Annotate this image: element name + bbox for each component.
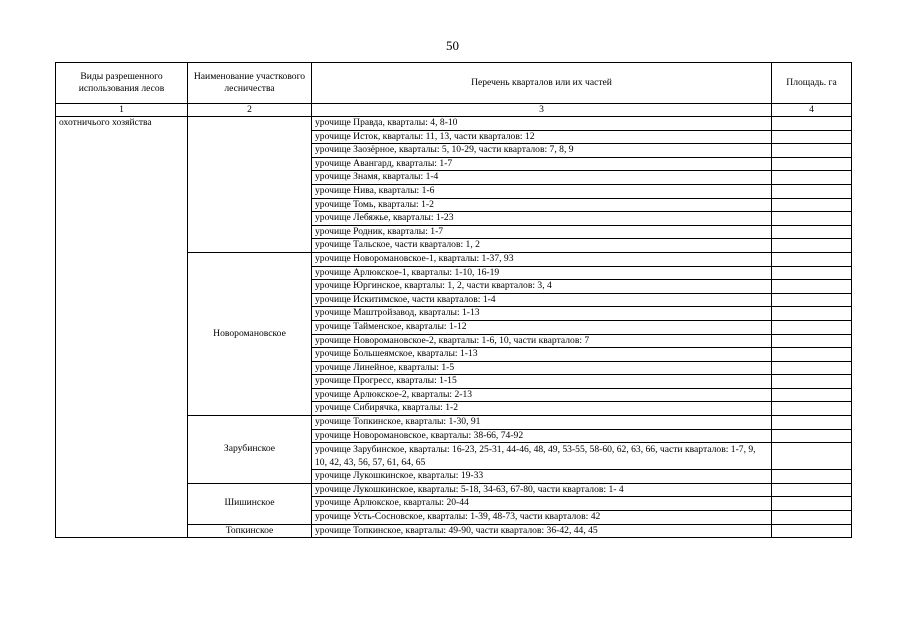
quarters-cell: урочище Знамя, кварталы: 1-4 <box>312 171 772 185</box>
quarters-table <box>55 62 852 538</box>
quarters-cell: урочище Усть-Сосновское, кварталы: 1-39, 48-73, части кварталов: 42 <box>312 511 772 525</box>
area-cell <box>772 320 852 334</box>
quarters-cell: урочище Нива, кварталы: 1-6 <box>312 184 772 198</box>
area-cell <box>772 375 852 389</box>
area-cell <box>772 348 852 362</box>
col-number: 4 <box>772 104 852 117</box>
area-cell <box>772 429 852 443</box>
quarters-cell: урочище Правда, кварталы: 4, 8-10 <box>312 117 772 131</box>
quarters-cell: урочище Зарубинское, кварталы: 16-23, 25-31, 44-46, 48, 49, 53-55, 58-60, 62, 63, 66, части кварталов: 1-7, 9, 10, 42, 43, 56, 57, 61, 64, 65 <box>312 443 772 470</box>
quarters-cell: урочище Арлюкское-1, кварталы: 1-10, 16-19 <box>312 266 772 280</box>
use-type-cell: охотничього хозяйства <box>56 117 188 538</box>
col-number: 1 <box>56 104 188 117</box>
quarters-cell: урочище Арлюкское, кварталы: 20-44 <box>312 497 772 511</box>
col-number: 2 <box>188 104 312 117</box>
quarters-cell: урочище Лукошкинское, кварталы: 5-18, 34-63, 67-80, части кварталов: 1- 4 <box>312 483 772 497</box>
area-cell <box>772 293 852 307</box>
area-cell <box>772 225 852 239</box>
header-use-type: Виды разрешенного использования лесов <box>56 63 188 104</box>
forestry-cell: Новоромановское <box>188 252 312 415</box>
quarters-cell: урочище Тайменское, кварталы: 1-12 <box>312 320 772 334</box>
quarters-cell: урочище Сибирячка, кварталы: 1-2 <box>312 402 772 416</box>
header-quarters: Перечень кварталов или их частей <box>312 63 772 104</box>
quarters-cell: урочище Авангард, кварталы: 1-7 <box>312 157 772 171</box>
area-cell <box>772 388 852 402</box>
area-cell <box>772 144 852 158</box>
area-cell <box>772 416 852 430</box>
area-cell <box>772 361 852 375</box>
forestry-cell: Зарубинское <box>188 416 312 484</box>
col-number: 3 <box>312 104 772 117</box>
quarters-cell: урочище Юргинское, кварталы: 1, 2, части кварталов: 3, 4 <box>312 280 772 294</box>
quarters-cell: урочище Топкинское, кварталы: 1-30, 91 <box>312 416 772 430</box>
quarters-cell: урочище Искитимское, части кварталов: 1-4 <box>312 293 772 307</box>
area-cell <box>772 117 852 131</box>
quarters-cell: урочище Тальское, части кварталов: 1, 2 <box>312 239 772 253</box>
quarters-cell: урочище Большеямское, кварталы: 1-13 <box>312 348 772 362</box>
area-cell <box>772 157 852 171</box>
quarters-cell: урочище Топкинское, кварталы: 49-90, части кварталов: 36-42, 44, 45 <box>312 524 772 538</box>
area-cell <box>772 511 852 525</box>
area-cell <box>772 307 852 321</box>
quarters-cell: урочище Линейное, кварталы: 1-5 <box>312 361 772 375</box>
quarters-cell: урочище Лукошкинское, кварталы: 19-33 <box>312 470 772 484</box>
area-cell <box>772 443 852 470</box>
quarters-cell: урочище Новоромановское-2, кварталы: 1-6, 10, части кварталов: 7 <box>312 334 772 348</box>
header-forestry: Наименование участкового лесничества <box>188 63 312 104</box>
area-cell <box>772 130 852 144</box>
area-cell <box>772 483 852 497</box>
forestry-cell <box>188 117 312 253</box>
area-cell <box>772 497 852 511</box>
page-number: 50 <box>446 38 459 53</box>
area-cell <box>772 198 852 212</box>
header-area: Площадь. га <box>772 63 852 104</box>
quarters-cell: урочище Исток, кварталы: 11, 13, части кварталов: 12 <box>312 130 772 144</box>
area-cell <box>772 280 852 294</box>
quarters-cell: урочище Томь, кварталы: 1-2 <box>312 198 772 212</box>
forestry-cell: Топкинское <box>188 524 312 538</box>
area-cell <box>772 212 852 226</box>
quarters-cell: урочище Лебяжье, кварталы: 1-23 <box>312 212 772 226</box>
table-row <box>56 117 852 131</box>
quarters-cell: урочище Новоромановское-1, кварталы: 1-37, 93 <box>312 252 772 266</box>
area-cell <box>772 184 852 198</box>
quarters-cell: урочище Родник, кварталы: 1-7 <box>312 225 772 239</box>
quarters-cell: урочище Маштройзавод, кварталы: 1-13 <box>312 307 772 321</box>
area-cell <box>772 239 852 253</box>
area-cell <box>772 402 852 416</box>
area-cell <box>772 470 852 484</box>
area-cell <box>772 171 852 185</box>
area-cell <box>772 252 852 266</box>
quarters-cell: урочище Арлюкское-2, кварталы: 2-13 <box>312 388 772 402</box>
forestry-cell: Шишинское <box>188 483 312 524</box>
quarters-cell: урочище Заозёрное, кварталы: 5, 10-29, части кварталов: 7, 8, 9 <box>312 144 772 158</box>
area-cell <box>772 524 852 538</box>
quarters-cell: урочище Прогресс, кварталы: 1-15 <box>312 375 772 389</box>
area-cell <box>772 266 852 280</box>
quarters-cell: урочище Новоромановское, кварталы: 38-66, 74-92 <box>312 429 772 443</box>
area-cell <box>772 334 852 348</box>
